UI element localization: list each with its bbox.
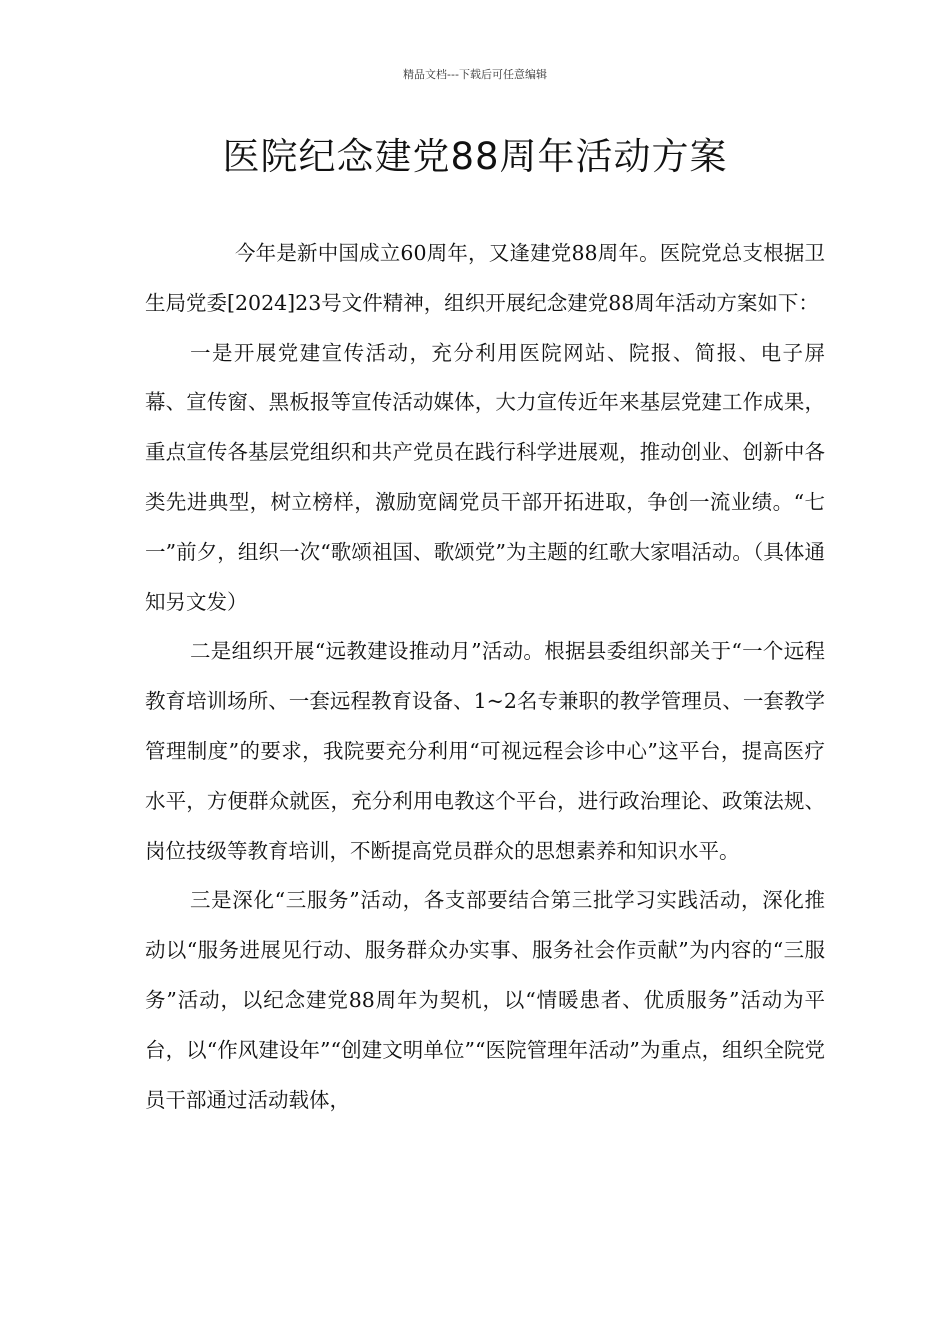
paragraph-three: 三是深化“三服务”活动，各支部要结合第三批学习实践活动，深化推动以“服务进展见行动、服务群众办实事、服务社会作贡献”为内容的“三服务”活动，以纪念建党88周年为契机，以“情暖患者、优质服务”活动为平台，以“作风建设年”“创建文明单位”“医院管理年活动”为重点，组织全院党员干部通过活动载体，	[145, 888, 825, 1112]
paragraph-intro: 今年是新中国成立60周年，又逢建党88周年。医院党总支根据卫生局党委[2024]23号文件精神，组织开展纪念建党88周年活动方案如下：	[145, 241, 825, 315]
header-note: 精品文档---下载后可任意编辑	[403, 68, 547, 81]
paragraph-two: 二是组织开展“远教建设推动月”活动。根据县委组织部关于“一个远程教育培训场所、一套远程教育设备、1~2名专兼职的教学管理员、一套教学管理制度”的要求，我院要充分利用“可视远程会诊中心”这平台，提高医疗水平，方便群众就医，充分利用电教这个平台，进行政治理论、政策法规、岗位技级等教育培训，不断提高党员群众的思想素养和知识水平。	[145, 639, 825, 863]
document-title: 医院纪念建党88周年活动方案	[222, 135, 728, 178]
document-body	[145, 229, 825, 1125]
paragraph-one: 一是开展党建宣传活动，充分利用医院网站、院报、简报、电子屏幕、宣传窗、黑板报等宣传活动媒体，大力宣传近年来基层党建工作成果，重点宣传各基层党组织和共产党员在践行科学进展观，推动创业、创新中各类先进典型，树立榜样，激励宽阔党员干部开拓进取，争创一流业绩。“七一”前夕，组织一次“歌颂祖国、歌颂党”为主题的红歌大家唱活动。（具体通知另文发）	[145, 340, 825, 614]
